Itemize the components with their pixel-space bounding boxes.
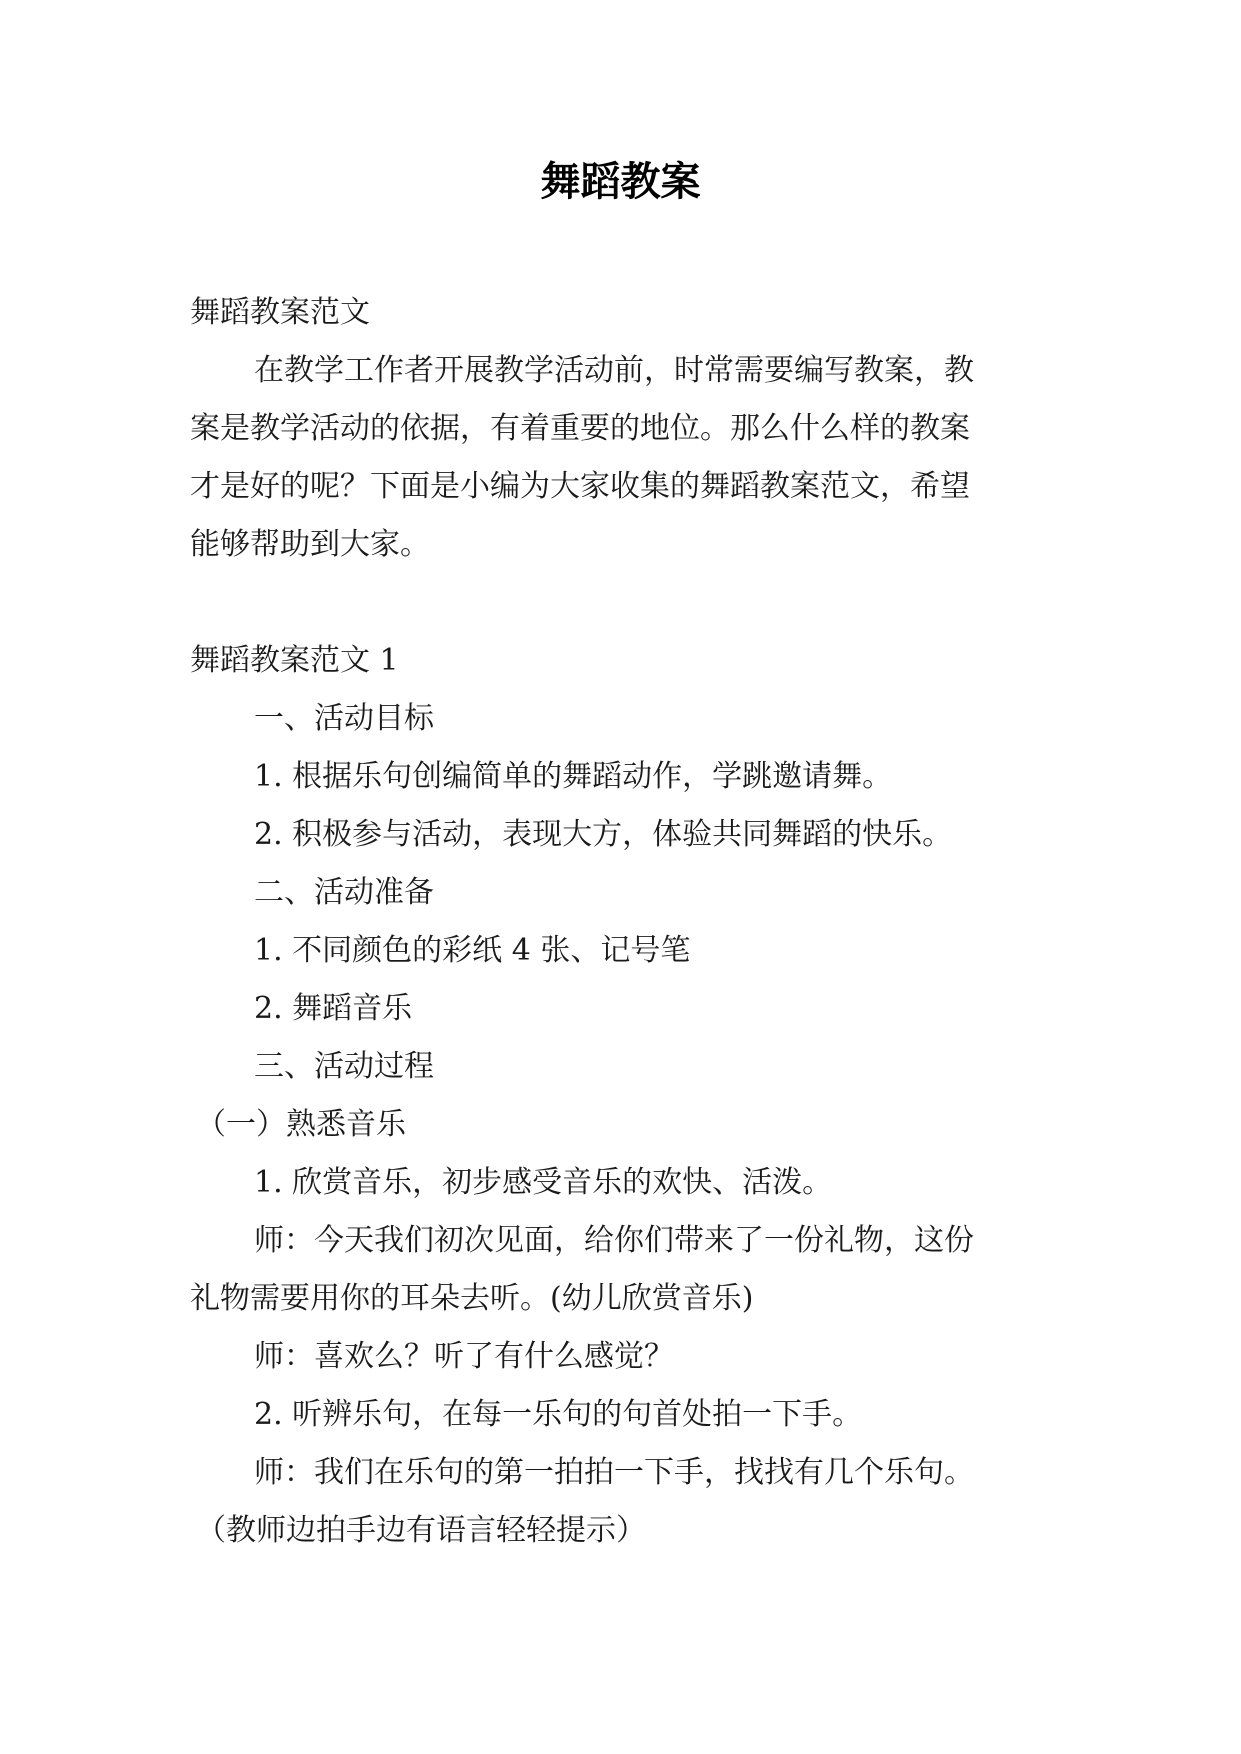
dialogue-line: 师：今天我们初次见面，给你们带来了一份礼物，这份 [254, 1223, 974, 1258]
subheading: 一、活动目标 [254, 701, 434, 736]
subheading: （一）熟悉音乐 [196, 1107, 406, 1142]
dialogue-line: 师：我们在乐句的第一拍拍一下手，找找有几个乐句。 [254, 1455, 974, 1490]
dialogue-line: （教师边拍手边有语言轻轻提示） [196, 1513, 646, 1548]
list-item: 1. 欣赏音乐，初步感受音乐的欢快、活泼。 [254, 1165, 833, 1200]
intro-paragraph-line: 才是好的呢？下面是小编为大家收集的舞蹈教案范文，希望 [190, 469, 970, 504]
intro-paragraph-line: 案是教学活动的依据，有着重要的地位。那么什么样的教案 [190, 411, 970, 446]
intro-paragraph-line: 在教学工作者开展教学活动前，时常需要编写教案，教 [254, 353, 974, 388]
intro-paragraph-line: 能够帮助到大家。 [190, 527, 430, 562]
list-item: 2. 舞蹈音乐 [254, 991, 413, 1026]
list-item: 2. 听辨乐句，在每一乐句的句首处拍一下手。 [254, 1397, 863, 1432]
dialogue-line: 礼物需要用你的耳朵去听。(幼儿欣赏音乐) [190, 1281, 754, 1316]
document-title: 舞蹈教案 [540, 159, 701, 205]
list-item: 1. 根据乐句创编简单的舞蹈动作，学跳邀请舞。 [254, 759, 893, 794]
subheading: 二、活动准备 [254, 875, 434, 910]
list-item: 1. 不同颜色的彩纸 4 张、记号笔 [254, 933, 691, 968]
dialogue-line: 师：喜欢么？听了有什么感觉？ [254, 1339, 674, 1374]
section-heading: 舞蹈教案范文 [190, 295, 370, 330]
subheading: 三、活动过程 [254, 1049, 434, 1084]
list-item: 2. 积极参与活动，表现大方，体验共同舞蹈的快乐。 [254, 817, 953, 852]
example-heading: 舞蹈教案范文 1 [190, 643, 399, 678]
